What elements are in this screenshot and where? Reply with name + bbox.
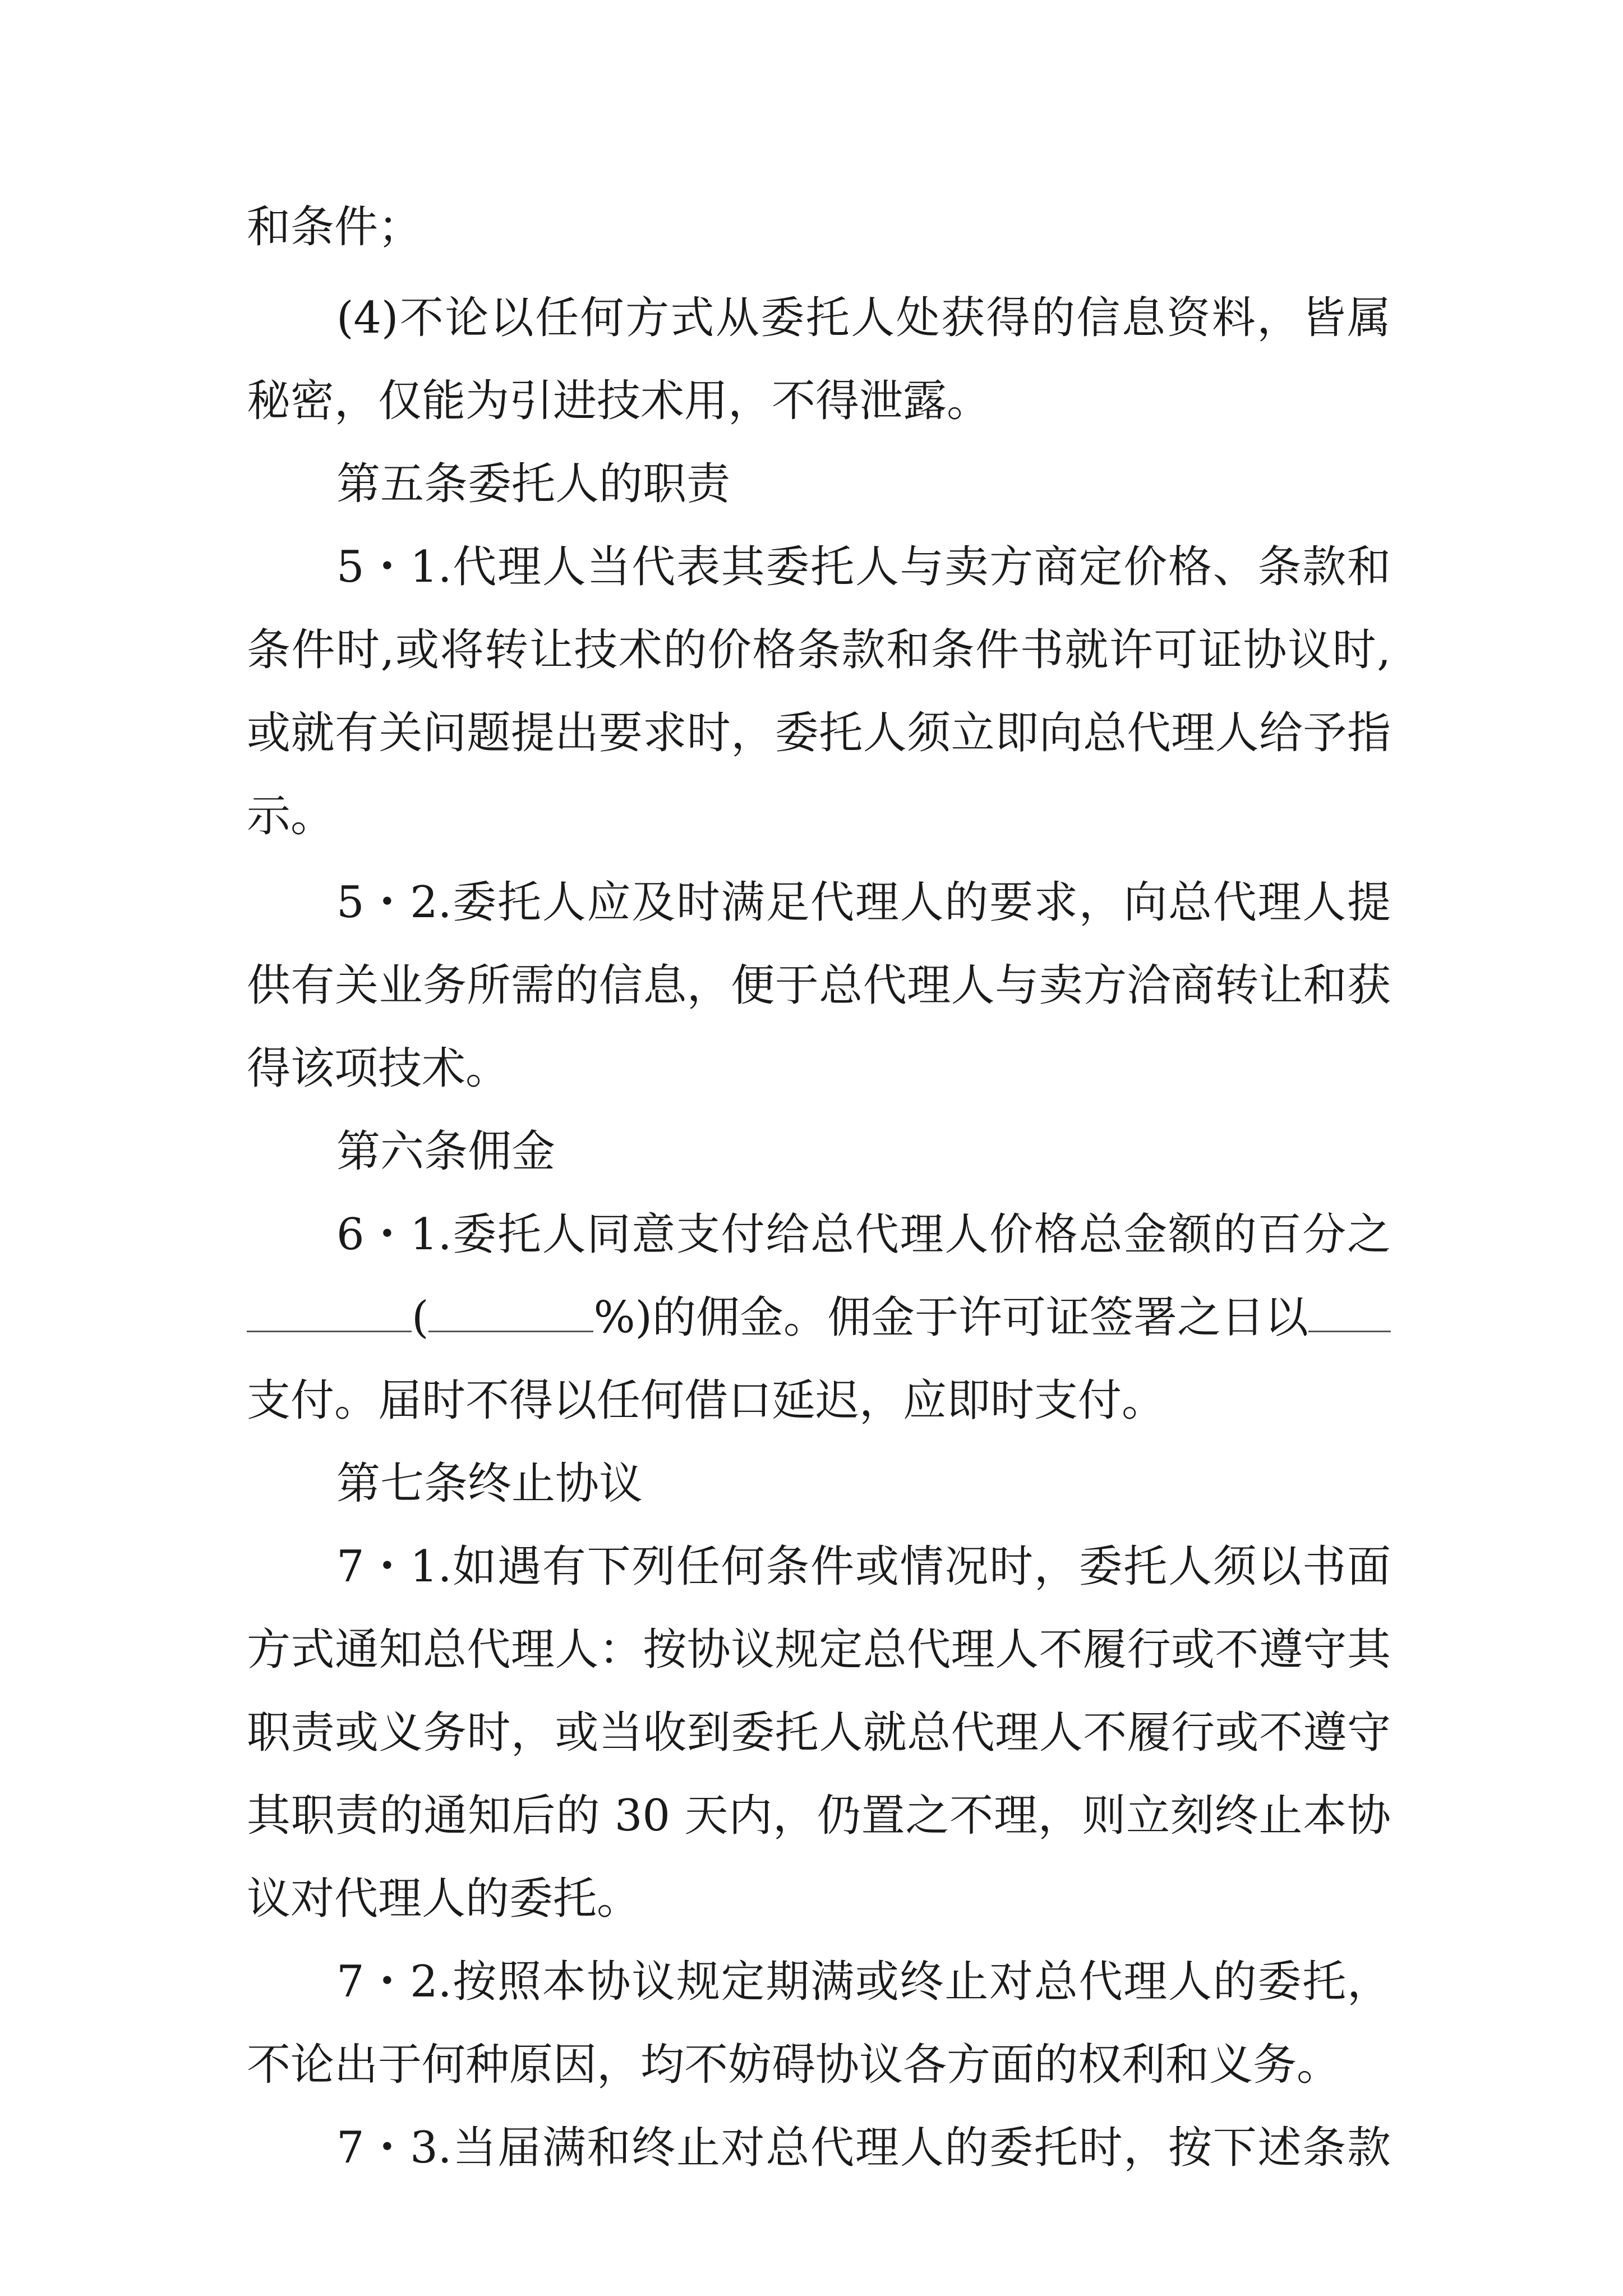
text-line: 方式通知总代理人：按协议规定总代理人不履行或不遵守其 [247, 1625, 1391, 1675]
text-line: 或就有关问题提出要求时，委托人须立即向总代理人给予指 [247, 708, 1391, 758]
section-heading: 第五条委托人的职责 [336, 459, 731, 509]
text-line: 条件时,或将转让技术的价格条款和条件书就许可证协议时, [247, 625, 1391, 675]
open-paren: ( [412, 1292, 429, 1343]
section-heading: 第七条终止协议 [336, 1458, 643, 1509]
text-line: 7・2.按照本协议规定期满或终止对总代理人的委托， [336, 1957, 1391, 2007]
text-line: (4)不论以任何方式从委托人处获得的信息资料，皆属 [336, 293, 1391, 343]
fill-blank [247, 1291, 412, 1332]
text-line: 7・3.当届满和终止对总代理人的委托时，按下述条款 [336, 2123, 1391, 2173]
blank-line-text: %)的佣金。佣金于许可证签署之日以 [593, 1292, 1308, 1343]
text-line: 和条件； [247, 202, 422, 252]
text-line: 秘密，仅能为引进技术用，不得泄露。 [247, 376, 991, 426]
text-line: 职责或义务时，或当收到委托人就总代理人不履行或不遵守 [247, 1708, 1391, 1758]
section-heading: 第六条佣金 [336, 1126, 556, 1177]
text-line: 6・1.委托人同意支付给总代理人价格总金额的百分之 [336, 1209, 1391, 1260]
text-line: 7・1.如遇有下列任何条件或情况时，委托人须以书面 [336, 1542, 1391, 1592]
fill-blank [1308, 1291, 1391, 1332]
fill-blank [428, 1291, 593, 1332]
text-line: 5・1.代理人当代表其委托人与卖方商定价格、条款和 [336, 542, 1391, 592]
text-line: 不论出于何种原因，均不妨碍协议各方面的权利和义务。 [247, 2040, 1341, 2090]
text-line-with-blanks [247, 1290, 1391, 1346]
text-line: 供有关业务所需的信息，便于总代理人与卖方洽商转让和获 [247, 960, 1391, 1011]
text-line: 支付。届时不得以任何借口延迟，应即时支付。 [247, 1375, 1166, 1426]
text-line: 5・2.委托人应及时满足代理人的要求，向总代理人提 [336, 877, 1391, 928]
text-line: 议对代理人的委托。 [247, 1874, 641, 1924]
text-line: 得该项技术。 [247, 1043, 510, 1094]
text-line: 示。 [247, 791, 335, 841]
text-line: 其职责的通知后的 30 天内，仍置之不理，则立刻终止本协 [247, 1791, 1391, 1841]
